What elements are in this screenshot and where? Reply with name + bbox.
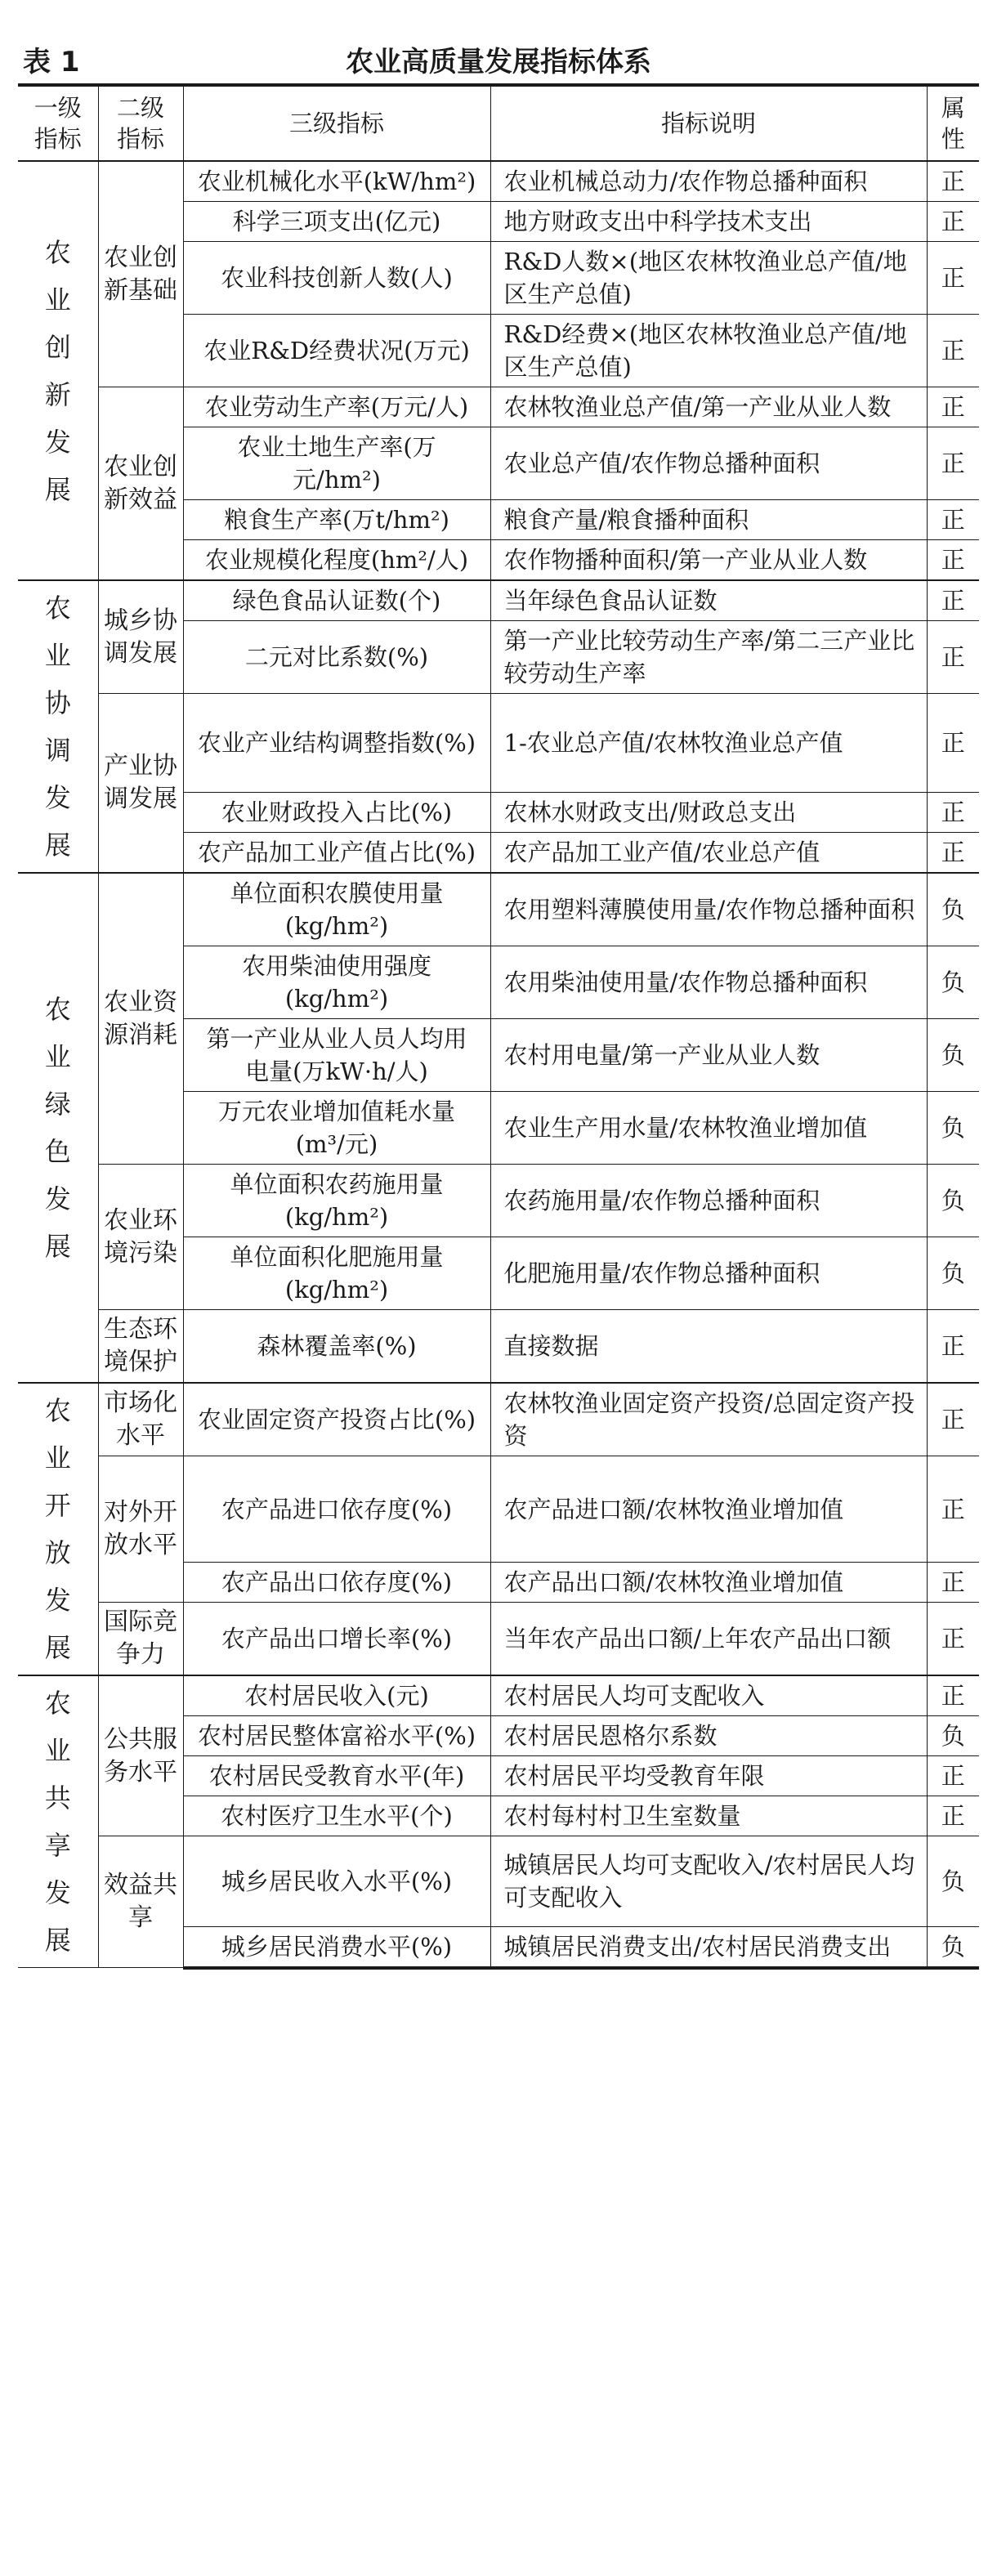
description-cell: R&D人数×(地区农林牧渔业总产值/地区生产总值)	[490, 242, 927, 315]
level2-cell: 生态环境保护	[98, 1310, 183, 1384]
header-level3: 三级指标	[183, 85, 490, 161]
attribute-cell: 正	[927, 694, 979, 793]
indicator-cell: 农业科技创新人数(人)	[183, 242, 490, 315]
indicator-cell: 农业固定资产投资占比(%)	[183, 1383, 490, 1456]
attribute-cell: 正	[927, 500, 979, 540]
attribute-cell: 正	[927, 1310, 979, 1384]
level2-cell: 效益共享	[98, 1836, 183, 1968]
indicator-cell: 农业R&D经费状况(万元)	[183, 315, 490, 387]
level1-cell: 农业创新发展	[18, 161, 98, 580]
table-row	[18, 694, 979, 793]
indicator-cell: 农业产业结构调整指数(%)	[183, 694, 490, 793]
attribute-cell: 正	[927, 833, 979, 874]
table-row	[18, 1603, 979, 1676]
table-title: 农业高质量发展指标体系	[346, 46, 651, 78]
description-cell: 农业生产用水量/农林牧渔业增加值	[490, 1092, 927, 1165]
attribute-cell: 正	[927, 580, 979, 621]
description-cell: 农产品进口额/农林牧渔业增加值	[490, 1456, 927, 1563]
description-cell: 农林水财政支出/财政总支出	[490, 793, 927, 833]
level2-cell: 农业创新效益	[98, 387, 183, 581]
attribute-cell: 正	[927, 1796, 979, 1836]
attribute-cell: 正	[927, 242, 979, 315]
level2-cell: 农业环境污染	[98, 1165, 183, 1310]
description-cell: 农用塑料薄膜使用量/农作物总播种面积	[490, 873, 927, 946]
description-cell: 1-农业总产值/农林牧渔业总产值	[490, 694, 927, 793]
indicator-cell: 第一产业从业人员人均用电量(万kW·h/人)	[183, 1019, 490, 1092]
indicator-cell: 农产品出口依存度(%)	[183, 1563, 490, 1603]
level2-cell: 农业资源消耗	[98, 873, 183, 1165]
indicator-cell: 单位面积化肥施用量(kg/hm²)	[183, 1237, 490, 1310]
table-row	[18, 1675, 979, 1716]
indicator-table	[18, 83, 979, 1970]
table-row	[18, 1165, 979, 1237]
level2-cell: 产业协调发展	[98, 694, 183, 874]
indicator-cell: 农村医疗卫生水平(个)	[183, 1796, 490, 1836]
description-cell: 农村每村村卫生室数量	[490, 1796, 927, 1836]
attribute-cell: 正	[927, 202, 979, 242]
description-cell: 农林牧渔业固定资产投资/总固定资产投资	[490, 1383, 927, 1456]
attribute-cell: 正	[927, 1383, 979, 1456]
indicator-cell: 万元农业增加值耗水量(m³/元)	[183, 1092, 490, 1165]
level1-cell: 农业协调发展	[18, 580, 98, 873]
level1-cell: 农业共享发展	[18, 1675, 98, 1968]
description-cell: 农村用电量/第一产业从业人数	[490, 1019, 927, 1092]
attribute-cell: 正	[927, 161, 979, 202]
description-cell: R&D经费×(地区农林牧渔业总产值/地区生产总值)	[490, 315, 927, 387]
table-row	[18, 580, 979, 621]
indicator-cell: 单位面积农药施用量(kg/hm²)	[183, 1165, 490, 1237]
description-cell: 农作物播种面积/第一产业从业人数	[490, 540, 927, 581]
description-cell: 城镇居民消费支出/农村居民消费支出	[490, 1926, 927, 1968]
level1-cell: 农业绿色发展	[18, 873, 98, 1383]
indicator-cell: 农村居民收入(元)	[183, 1675, 490, 1716]
description-cell: 农村居民人均可支配收入	[490, 1675, 927, 1716]
attribute-cell: 正	[927, 1563, 979, 1603]
description-cell: 农产品出口额/农林牧渔业增加值	[490, 1563, 927, 1603]
header-level1: 一级指标	[18, 85, 98, 161]
indicator-cell: 农业财政投入占比(%)	[183, 793, 490, 833]
table-row	[18, 1456, 979, 1563]
attribute-cell: 负	[927, 1926, 979, 1968]
indicator-cell: 城乡居民消费水平(%)	[183, 1926, 490, 1968]
description-cell: 地方财政支出中科学技术支出	[490, 202, 927, 242]
table-row	[18, 1383, 979, 1456]
description-cell: 农村居民平均受教育年限	[490, 1756, 927, 1796]
description-cell: 农用柴油使用量/农作物总播种面积	[490, 946, 927, 1019]
indicator-cell: 农产品进口依存度(%)	[183, 1456, 490, 1563]
attribute-cell: 正	[927, 793, 979, 833]
caption-row	[18, 25, 979, 83]
indicator-cell: 单位面积农膜使用量(kg/hm²)	[183, 873, 490, 946]
level2-cell: 国际竞争力	[98, 1603, 183, 1676]
attribute-cell: 负	[927, 1165, 979, 1237]
indicator-cell: 农业机械化水平(kW/hm²)	[183, 161, 490, 202]
attribute-cell: 负	[927, 1019, 979, 1092]
attribute-cell: 正	[927, 387, 979, 427]
description-cell: 农业总产值/农作物总播种面积	[490, 427, 927, 500]
header-level2: 二级指标	[98, 85, 183, 161]
attribute-cell: 正	[927, 621, 979, 694]
indicator-cell: 农产品加工业产值占比(%)	[183, 833, 490, 874]
indicator-cell: 农村居民整体富裕水平(%)	[183, 1716, 490, 1756]
description-cell: 农业机械总动力/农作物总播种面积	[490, 161, 927, 202]
description-cell: 直接数据	[490, 1310, 927, 1384]
indicator-cell: 农产品出口增长率(%)	[183, 1603, 490, 1676]
attribute-cell: 正	[927, 1675, 979, 1716]
description-cell: 农产品加工业产值/农业总产值	[490, 833, 927, 874]
attribute-cell: 正	[927, 1756, 979, 1796]
table-body	[18, 161, 979, 1968]
description-cell: 城镇居民人均可支配收入/农村居民人均可支配收入	[490, 1836, 927, 1927]
indicator-cell: 粮食生产率(万t/hm²)	[183, 500, 490, 540]
indicator-cell: 科学三项支出(亿元)	[183, 202, 490, 242]
level2-cell: 对外开放水平	[98, 1456, 183, 1603]
indicator-cell: 绿色食品认证数(个)	[183, 580, 490, 621]
header-attr: 属性	[927, 85, 979, 161]
table-row	[18, 1310, 979, 1384]
table-row	[18, 161, 979, 202]
attribute-cell: 负	[927, 1237, 979, 1310]
description-cell: 粮食产量/粮食播种面积	[490, 500, 927, 540]
indicator-cell: 农业劳动生产率(万元/人)	[183, 387, 490, 427]
level1-cell: 农业开放发展	[18, 1383, 98, 1675]
attribute-cell: 负	[927, 946, 979, 1019]
indicator-cell: 农用柴油使用强度(kg/hm²)	[183, 946, 490, 1019]
table-number: 表 1	[23, 46, 80, 78]
level2-cell: 城乡协调发展	[98, 580, 183, 694]
table-header	[18, 85, 979, 161]
indicator-cell: 农业规模化程度(hm²/人)	[183, 540, 490, 581]
description-cell: 农林牧渔业总产值/第一产业从业人数	[490, 387, 927, 427]
attribute-cell: 正	[927, 1603, 979, 1676]
attribute-cell: 正	[927, 540, 979, 581]
attribute-cell: 负	[927, 1716, 979, 1756]
attribute-cell: 正	[927, 1456, 979, 1563]
indicator-cell: 农村居民受教育水平(年)	[183, 1756, 490, 1796]
attribute-cell: 负	[927, 1836, 979, 1927]
table-row	[18, 873, 979, 946]
table-row	[18, 387, 979, 427]
description-cell: 农药施用量/农作物总播种面积	[490, 1165, 927, 1237]
description-cell: 当年农产品出口额/上年农产品出口额	[490, 1603, 927, 1676]
attribute-cell: 负	[927, 873, 979, 946]
description-cell: 农村居民恩格尔系数	[490, 1716, 927, 1756]
description-cell: 当年绿色食品认证数	[490, 580, 927, 621]
indicator-cell: 二元对比系数(%)	[183, 621, 490, 694]
header-desc: 指标说明	[490, 85, 927, 161]
description-cell: 化肥施用量/农作物总播种面积	[490, 1237, 927, 1310]
level2-cell: 公共服务水平	[98, 1675, 183, 1836]
level2-cell: 市场化水平	[98, 1383, 183, 1456]
description-cell: 第一产业比较劳动生产率/第二三产业比较劳动生产率	[490, 621, 927, 694]
indicator-cell: 农业土地生产率(万元/hm²)	[183, 427, 490, 500]
indicator-cell: 森林覆盖率(%)	[183, 1310, 490, 1384]
table-row	[18, 1836, 979, 1927]
indicator-cell: 城乡居民收入水平(%)	[183, 1836, 490, 1927]
level2-cell: 农业创新基础	[98, 161, 183, 387]
attribute-cell: 正	[927, 315, 979, 387]
attribute-cell: 正	[927, 427, 979, 500]
attribute-cell: 负	[927, 1092, 979, 1165]
